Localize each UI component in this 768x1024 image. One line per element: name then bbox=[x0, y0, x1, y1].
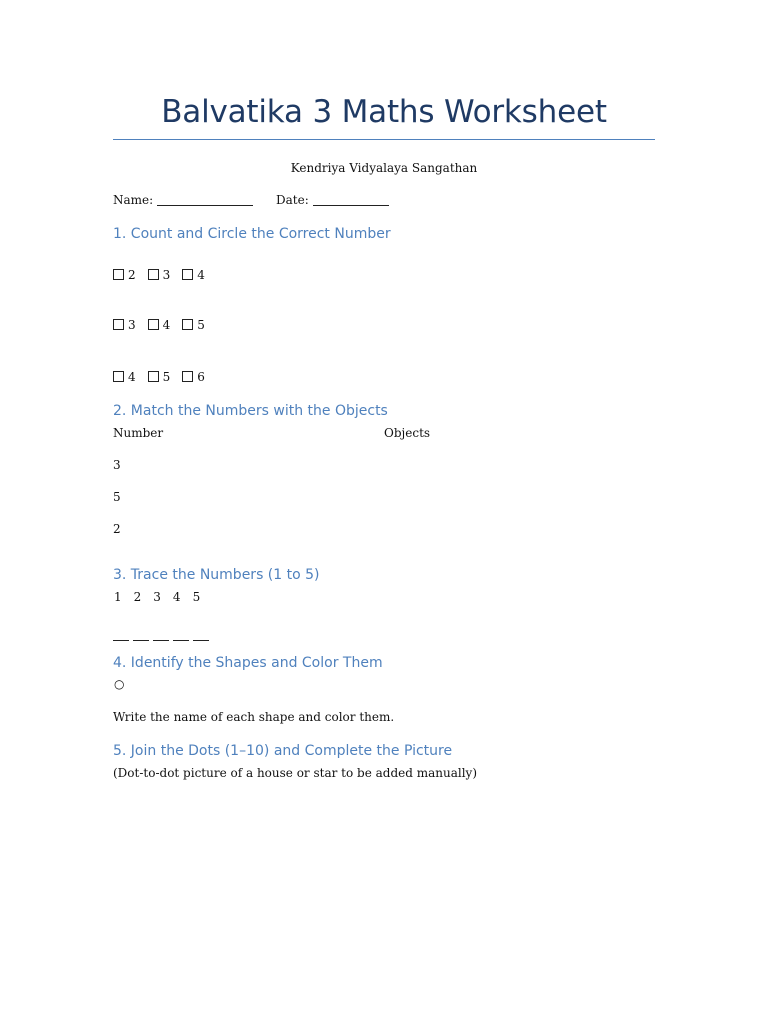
checkbox-option[interactable]: 6 bbox=[182, 370, 205, 384]
checkbox-icon[interactable] bbox=[113, 371, 124, 382]
section5-heading: 5. Join the Dots (1–10) and Complete the Picture bbox=[113, 743, 453, 759]
number-column-header: Number bbox=[113, 426, 164, 440]
checkbox-icon[interactable] bbox=[148, 319, 159, 330]
checkbox-icon[interactable] bbox=[182, 371, 193, 382]
trace-blank[interactable] bbox=[113, 640, 129, 641]
checkbox-icon[interactable] bbox=[148, 371, 159, 382]
section3-heading: 3. Trace the Numbers (1 to 5) bbox=[113, 567, 320, 583]
checkbox-option[interactable]: 3 bbox=[148, 268, 171, 282]
checkbox-icon[interactable] bbox=[182, 319, 193, 330]
trace-blank[interactable] bbox=[193, 640, 209, 641]
checkbox-icon[interactable] bbox=[148, 269, 159, 280]
trace-number: 4 bbox=[172, 590, 181, 604]
checkbox-icon[interactable] bbox=[113, 269, 124, 280]
trace-blank[interactable] bbox=[133, 640, 149, 641]
checkbox-icon[interactable] bbox=[113, 319, 124, 330]
trace-blank[interactable] bbox=[153, 640, 169, 641]
section1-heading: 1. Count and Circle the Correct Number bbox=[113, 226, 391, 242]
checkbox-option[interactable]: 4 bbox=[113, 370, 136, 384]
checkbox-icon[interactable] bbox=[182, 269, 193, 280]
trace-number: 3 bbox=[153, 590, 161, 604]
school-name: Kendriya Vidyalaya Sangathan bbox=[290, 161, 478, 175]
match-number: 2 bbox=[113, 522, 121, 536]
match-number: 3 bbox=[113, 458, 121, 472]
trace-blanks[interactable] bbox=[113, 626, 213, 645]
date-label: Date: bbox=[276, 193, 309, 207]
section4-heading: 4. Identify the Shapes and Color Them bbox=[113, 655, 383, 671]
checkbox-option[interactable]: 4 bbox=[182, 268, 205, 282]
trace-blank[interactable] bbox=[173, 640, 189, 641]
name-field[interactable] bbox=[113, 193, 253, 207]
date-field[interactable] bbox=[276, 193, 389, 207]
name-label: Name: bbox=[113, 193, 154, 207]
checkbox-option[interactable]: 5 bbox=[148, 370, 171, 384]
checkbox-option[interactable]: 3 bbox=[113, 318, 136, 332]
trace-number: 2 bbox=[133, 590, 142, 604]
objects-column-header: Objects bbox=[384, 426, 431, 440]
trace-number: 1 bbox=[114, 590, 122, 604]
title-underline bbox=[113, 139, 655, 140]
count-row-2 bbox=[113, 318, 217, 332]
date-blank[interactable] bbox=[313, 195, 389, 206]
section2-heading: 2. Match the Numbers with the Objects bbox=[113, 403, 388, 419]
checkbox-option[interactable]: 4 bbox=[148, 318, 171, 332]
count-row-1 bbox=[113, 268, 217, 282]
trace-numbers bbox=[114, 590, 212, 604]
checkbox-option[interactable]: 2 bbox=[113, 268, 136, 282]
trace-number: 5 bbox=[192, 590, 201, 604]
checkbox-option[interactable]: 5 bbox=[182, 318, 205, 332]
shape-instruction: Write the name of each shape and color them. bbox=[113, 710, 395, 724]
circle-shape-icon: ○ bbox=[114, 677, 125, 691]
count-row-3 bbox=[113, 370, 217, 384]
dot-to-dot-note: (Dot-to-dot picture of a house or star to be added manually) bbox=[113, 766, 478, 780]
match-number: 5 bbox=[113, 490, 121, 504]
worksheet-title: Balvatika 3 Maths Worksheet bbox=[161, 94, 607, 130]
name-blank[interactable] bbox=[157, 195, 253, 206]
